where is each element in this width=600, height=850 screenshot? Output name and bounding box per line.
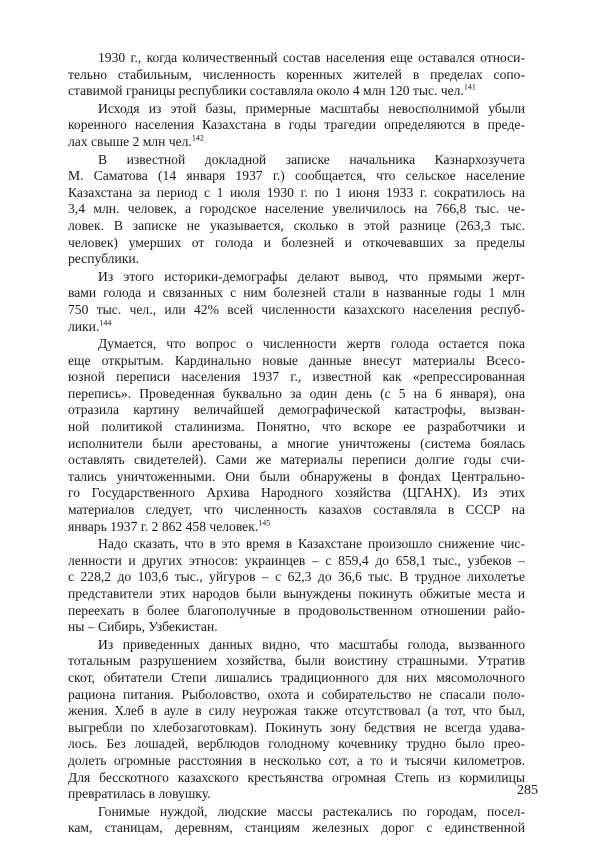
text-line: го Государственного Архива Народного хозяйства (ЦГАНХ). Из этих: [68, 485, 525, 501]
paragraph: [68, 804, 525, 837]
paragraph: [68, 536, 525, 636]
text-line: исполнители были арестованы, а многие уничтожены (система боялась: [68, 435, 525, 451]
footnote-marker: 141: [463, 83, 476, 92]
text-line: ны – Сибирь, Узбекистан.: [68, 619, 218, 635]
text-line: Для бесскотного казахского крестьянства огромная Степь из кормилицы: [68, 769, 525, 785]
page-number: 285: [517, 783, 538, 798]
text-line: выгребли по хлебозаготовкам). Покинуть зону бедствия не всегда удава-: [68, 719, 525, 735]
footnote-marker: 142: [191, 133, 204, 143]
text-line: Гонимые нуждой, людские массы растекались по городам, посел-: [98, 803, 525, 819]
text-line: с 228,2 до 103,6 тыс., уйгуров – с 62,3 до 36,6 тыс. В трудное лихолетье: [68, 569, 525, 585]
footnote-marker: 145: [258, 518, 271, 528]
text-line: вами голода и связанных с ним болезней стали в названные годы 1 млн: [68, 285, 525, 301]
text-line: 750 тыс. чел., или 42% всей численности казахского населения респуб-: [68, 301, 525, 317]
text-line: ленности и других этносов: украинцев – с 859,4 до 658,1 тыс., узбеков –: [68, 552, 525, 568]
paragraph: [68, 637, 525, 803]
text-line: январь 1937 г. 2 862 458 человек.$^{145}$: [68, 518, 271, 534]
text-line: тотальным разрушением хозяйства, были воистину страшными. Утратив: [68, 653, 525, 669]
text-line: лики.$^{144}$: [68, 318, 112, 334]
text-line: Из этого историки-демографы делают вывод, что прямыми жерт-: [98, 268, 525, 284]
paragraph: [68, 101, 525, 151]
text-line: превратилась в ловушку.: [68, 786, 211, 802]
text-line: Надо сказать, что в это время в Казахстане произошло снижение чис-: [98, 536, 525, 552]
text-line: 1930 г., когда количественный состав населения еще оставался относи-: [98, 50, 525, 65]
text-line: В известной докладной записке начальника Казнархозучета: [98, 151, 525, 167]
text-line: долеть огромные расстояния в несколько сот, а то и тысячи километров.: [68, 752, 525, 768]
text-line: рациона питания. Рыболовство, охота и собирательство не спасали поло-: [68, 686, 525, 702]
text-line: скот, обитатели Степи лишались традиционного для них мясомолочного: [68, 669, 525, 685]
text-line: кам, станицам, деревням, станциям железных дорог с единственной: [68, 820, 525, 836]
text-line: Исходя из этой базы, примерные масштабы невосполнимой убыли: [98, 100, 525, 116]
text-line: еще открытым. Кардинально новые данные внесут материалы Всесо-: [68, 352, 525, 368]
text-line: человек) умерших от голода и болезней и откочевавших за пределы: [68, 234, 525, 250]
footnote-marker: 144: [99, 318, 112, 327]
text-line: М. Саматова (14 января 1937 г.) сообщается, что сельское население: [68, 168, 525, 184]
text-line: 3,4 млн. человек, а городское население увеличилось на 766,8 тыс. че-: [68, 201, 525, 217]
text-line: лось. Без лошадей, верблюдов голодному кочевнику трудно было прео-: [68, 736, 525, 752]
text-line: ловек. В записке не указывается, сколько в этой разнице (263,3 тыс.: [68, 217, 525, 233]
text-line: лах свыше 2 млн чел.$^{142}$: [68, 133, 204, 149]
text-line: Из приведенных данных видно, что масштабы голода, вызванного: [98, 636, 525, 652]
text-line: тались уничтоженными. Они были обнаружены в фондах Центрально-: [68, 468, 525, 484]
paragraph: [68, 269, 525, 335]
body-text: [68, 50, 525, 837]
text-line: отразила картину величайшей демографической катастрофы, вызван-: [68, 402, 525, 418]
text-line: юзной переписи населения 1937 г., известной как «репрессированная: [68, 369, 525, 385]
text-line: коренного населения Казахстана в годы трагедии определяются в преде-: [68, 117, 525, 133]
text-line: ставимой границы республики составляла около 4 млн 120 тыс. чел.$^{141}$: [68, 83, 476, 99]
paragraph: [68, 152, 525, 268]
text-line: республики.: [68, 251, 140, 267]
text-line: оставлять свидетелей). Сами же материалы переписи долгие годы счи-: [68, 452, 525, 468]
text-line: представители этих народов были вынуждены покинуть обжитые места и: [68, 586, 525, 601]
text-line: переехать в более благополучные в продовольственном отношении райо-: [68, 602, 525, 618]
text-line: тельно стабильным, численность коренных жителей в пределах сопо-: [68, 66, 525, 82]
text-line: материалов следует, что численность казахов составляла в СССР на: [68, 502, 525, 518]
text-line: ной политикой сталинизма. Понятно, что вскоре ее разработчики и: [68, 419, 525, 435]
paragraph: [68, 50, 525, 100]
text-line: Казахстана за период с 1 июля 1930 г. по 1 июня 1933 г. сократилось на: [68, 184, 525, 200]
text-line: жения. Хлеб в ауле в силу неурожая также отсутствовал (а тот, что был,: [68, 703, 525, 719]
paragraph: [68, 336, 525, 535]
text-line: перепись». Проведенная буквально за один день (с 5 на 6 января), она: [68, 385, 525, 401]
text-line: Думается, что вопрос о численности жертв голода остается пока: [98, 336, 525, 352]
